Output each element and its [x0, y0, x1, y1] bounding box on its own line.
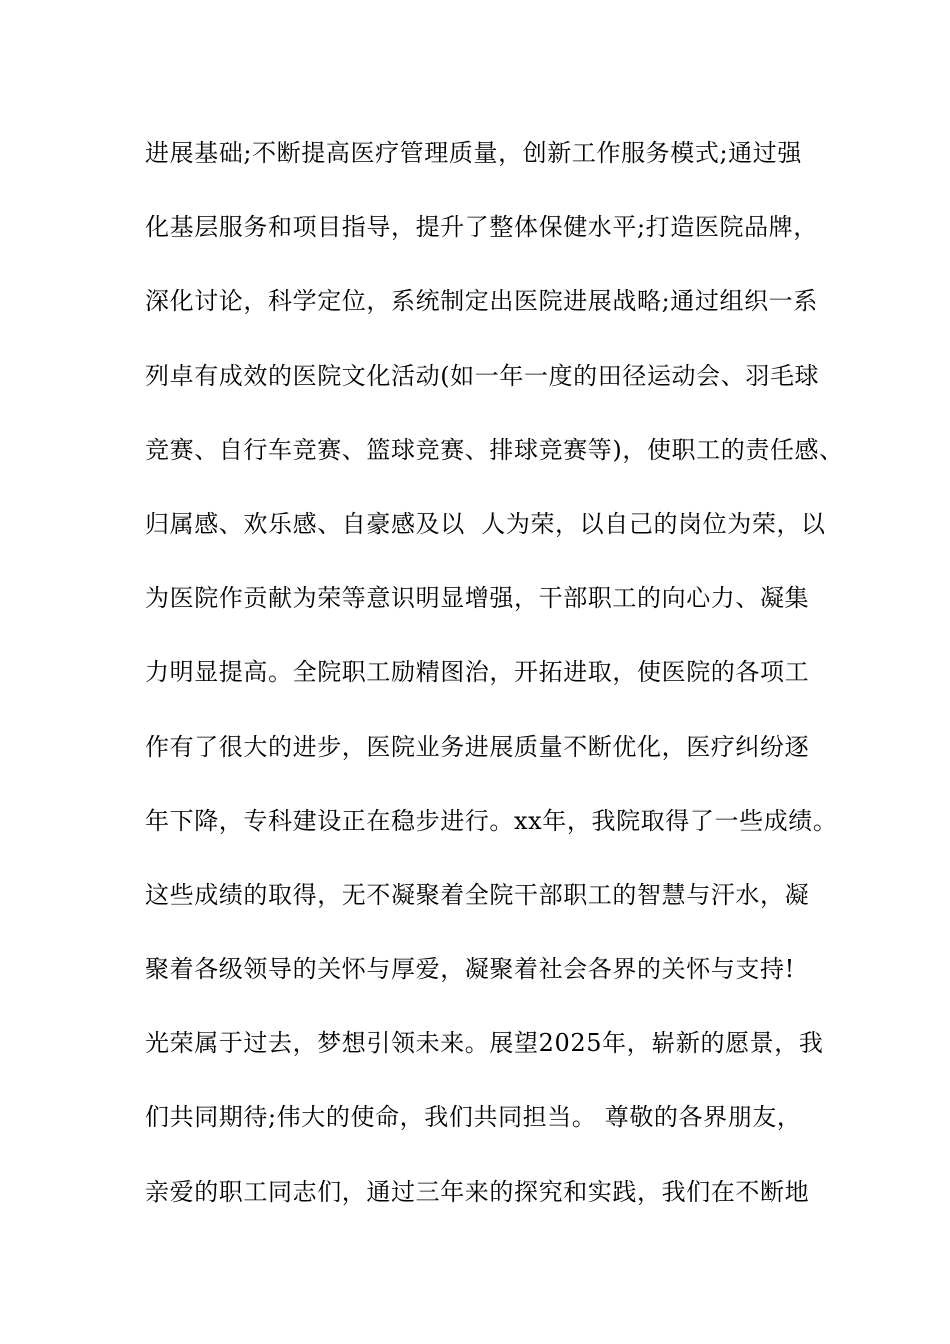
- text-line: 光荣属于过去，梦想引领未来。展望2025年，崭新的愿景，我: [145, 1029, 824, 1058]
- text-line: 年下降，专科建设正在稳步进行。xx年，我院取得了一些成绩。: [145, 806, 838, 835]
- text-line: 聚着各级领导的关怀与厚爱，凝聚着社会各界的关怀与支持!: [145, 955, 795, 984]
- body-text: [145, 132, 844, 1245]
- text-line: 化基层服务和项目指导，提升了整体保健水平;打造医院品牌，: [145, 213, 818, 242]
- text-line: 为医院作贡献为荣等意识明显增强，干部职工的向心力、凝集: [145, 584, 810, 613]
- text-line: 竞赛、自行车竞赛、篮球竞赛、排球竞赛等)，使职工的责任感、: [145, 435, 844, 464]
- text-line: 进展基础;不断提高医疗管理质量，创新工作服务模式;通过强: [145, 139, 802, 167]
- text-line: 列卓有成效的医院文化活动(如一年一度的田径运动会、羽毛球: [145, 361, 820, 390]
- text-line: 这些成绩的取得，无不凝聚着全院干部职工的智慧与汗水，凝: [145, 880, 810, 909]
- text-line: 亲爱的职工同志们，通过三年来的探究和实践，我们在不断地: [145, 1177, 810, 1206]
- text-line: 归属感、欢乐感、自豪感及以 人为荣，以自己的岗位为荣，以: [145, 509, 826, 538]
- text-line: 力明显提高。全院职工励精图治，开拓进取，使医院的各项工: [145, 658, 810, 687]
- text-line: 们共同期待;伟大的使命，我们共同担当。 尊敬的各界朋友，: [145, 1103, 802, 1132]
- text-line: 深化讨论，科学定位，系统制定出医院进展战略;通过组织一系: [145, 287, 818, 316]
- text-line: 作有了很大的进步，医院业务进展质量不断优化，医疗纠纷逐: [145, 732, 810, 761]
